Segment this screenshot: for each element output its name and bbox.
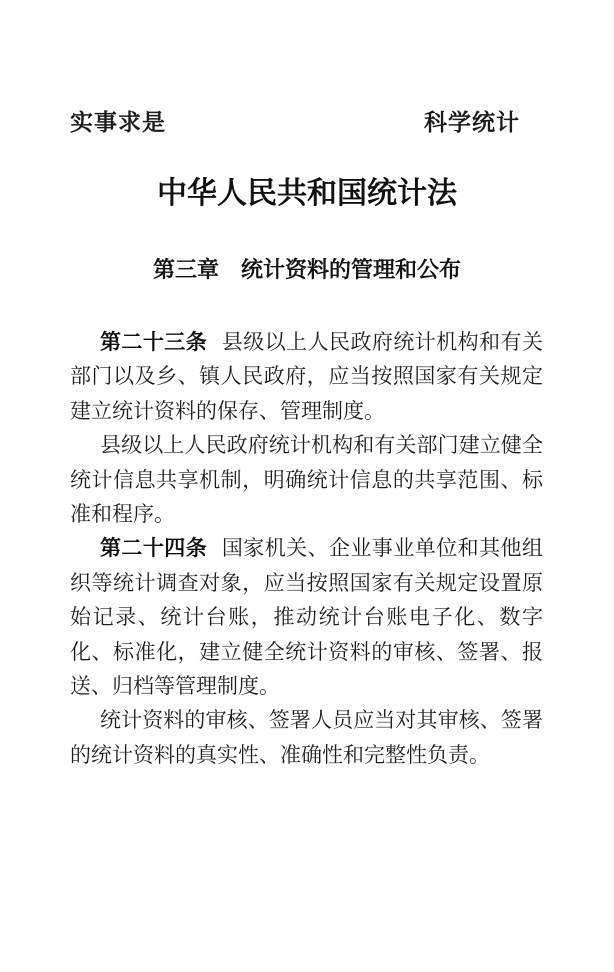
document-body bbox=[70, 325, 543, 772]
chapter-number: 第三章 bbox=[152, 257, 219, 283]
header-right-motto: 科学统计 bbox=[424, 109, 520, 136]
chapter-heading bbox=[0, 255, 614, 285]
paragraph-text: 统计资料的审核、签署人员应当对其审核、签署的统计资料的真实性、准确性和完整性负责。 bbox=[70, 708, 543, 767]
document-title: 中华人民共和国统计法 bbox=[157, 176, 457, 211]
article-23-number: 第二十三条 bbox=[100, 329, 208, 354]
paragraph-sharing-mechanism bbox=[70, 428, 543, 531]
page-header bbox=[70, 108, 520, 138]
paragraph-article-24 bbox=[70, 531, 543, 703]
chapter-title: 统计资料的管理和公布 bbox=[241, 257, 462, 283]
article-24-number: 第二十四条 bbox=[100, 535, 208, 561]
header-left-motto: 实事求是 bbox=[70, 109, 166, 136]
paragraph-text: 国家机关、企业事业单位和其他组织等统计调查对象，应当按照国家有关规定设置原始记录、统计台账，推动统计台账电子化、数字化、标准化，建立健全统计资料的审核、签署、报送、归档等管理制度。 bbox=[70, 536, 543, 699]
paragraph-article-23 bbox=[70, 325, 543, 428]
paragraph-text: 县级以上人民政府统计机构和有关部门以及乡、镇人民政府，应当按照国家有关规定建立统计资料的保存、管理制度。 bbox=[70, 330, 543, 423]
paragraph-text: 县级以上人民政府统计机构和有关部门建立健全统计信息共享机制，明确统计信息的共享范围、标准和程序。 bbox=[70, 433, 543, 527]
paragraph-responsibility bbox=[70, 703, 543, 772]
